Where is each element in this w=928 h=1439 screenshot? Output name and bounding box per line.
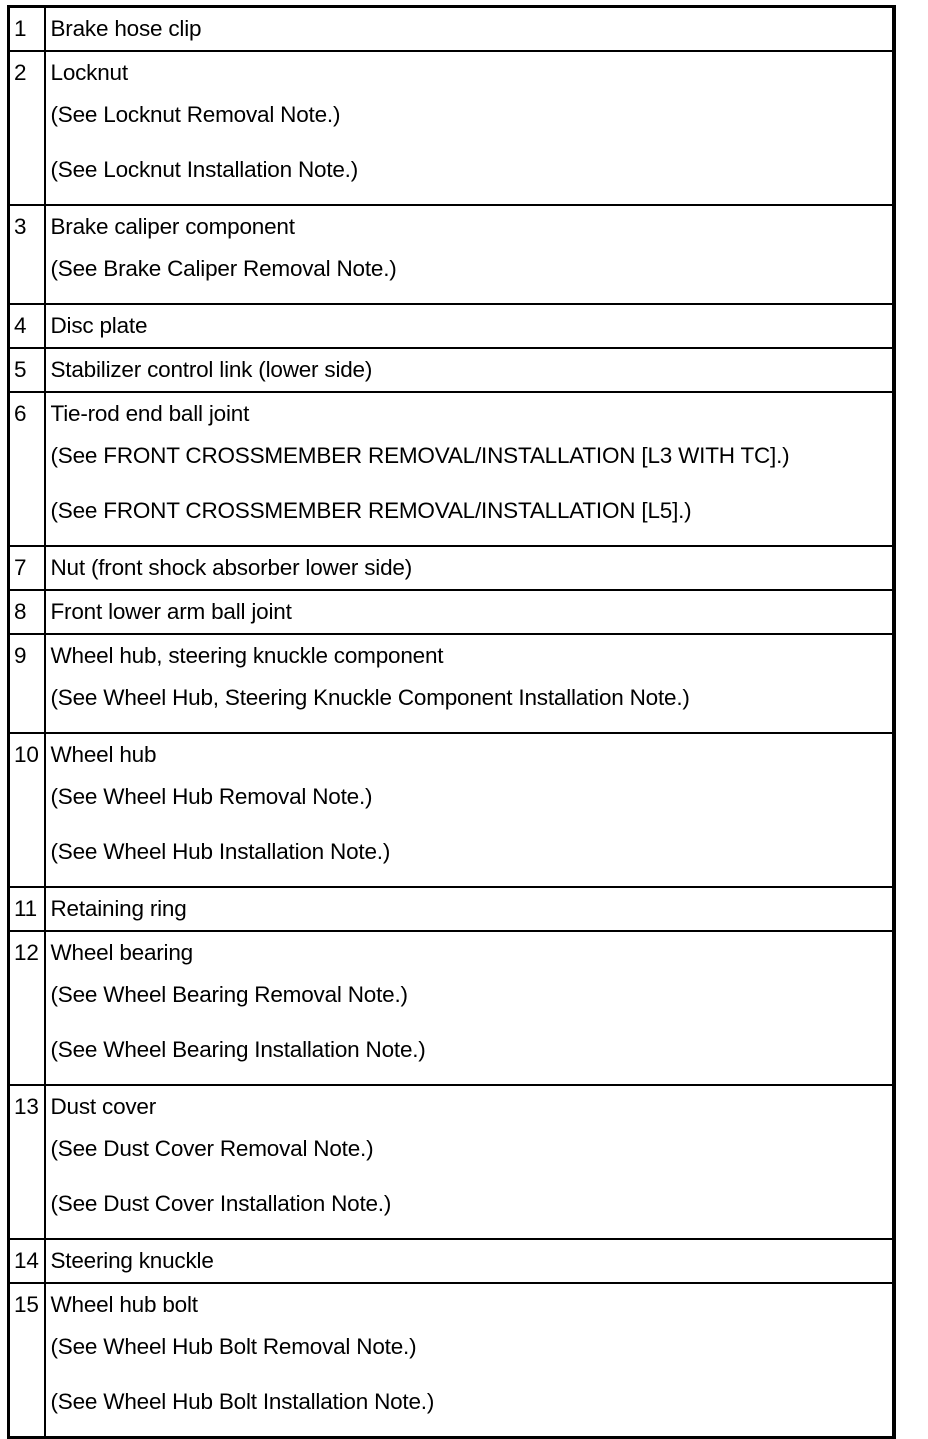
table-row	[9, 931, 895, 1085]
component-description-cell	[45, 931, 895, 1085]
component-description-cell	[45, 1085, 895, 1239]
component-name: Wheel hub, steering knuckle component	[50, 643, 444, 668]
component-number-cell	[9, 590, 45, 634]
component-number: 14	[14, 1248, 39, 1273]
component-description-cell	[45, 887, 895, 931]
component-note: (See Brake Caliper Removal Note.)	[50, 256, 397, 281]
component-number: 7	[14, 555, 27, 580]
component-note: (See FRONT CROSSMEMBER REMOVAL/INSTALLATION [L3 WITH TC].)	[50, 443, 790, 468]
table-row	[9, 887, 895, 931]
component-number-cell	[9, 634, 45, 733]
component-number: 9	[14, 643, 27, 668]
component-name: Retaining ring	[50, 896, 187, 921]
component-name: Brake hose clip	[50, 16, 202, 41]
component-description-cell	[45, 1239, 895, 1283]
component-number: 12	[14, 940, 39, 965]
component-number-cell	[9, 546, 45, 590]
component-number: 10	[14, 742, 39, 767]
component-description-cell	[45, 733, 895, 887]
component-number-cell	[9, 392, 45, 546]
component-note: (See Locknut Removal Note.)	[50, 102, 341, 127]
component-name: Disc plate	[50, 313, 148, 338]
table-row	[9, 546, 895, 590]
component-number-cell	[9, 348, 45, 392]
component-description-cell	[45, 7, 895, 52]
component-note: (See Locknut Installation Note.)	[50, 157, 359, 182]
table-row	[9, 348, 895, 392]
component-number-cell	[9, 304, 45, 348]
component-note: (See Wheel Hub Bolt Installation Note.)	[50, 1389, 435, 1414]
component-description-cell	[45, 634, 895, 733]
component-number: 4	[14, 313, 27, 338]
component-name: Dust cover	[50, 1094, 157, 1119]
component-number-cell	[9, 205, 45, 304]
component-note: (See Wheel Hub Bolt Removal Note.)	[50, 1334, 417, 1359]
component-name: Wheel hub bolt	[50, 1292, 198, 1317]
component-note: (See Dust Cover Removal Note.)	[50, 1136, 374, 1161]
component-number-cell	[9, 887, 45, 931]
component-number: 1	[14, 16, 27, 41]
component-note: (See Wheel Hub, Steering Knuckle Component Installation Note.)	[50, 685, 690, 710]
table-row	[9, 205, 895, 304]
component-number: 5	[14, 357, 27, 382]
component-name: Brake caliper component	[50, 214, 295, 239]
table-row	[9, 1239, 895, 1283]
component-description-cell	[45, 51, 895, 205]
component-number-cell	[9, 51, 45, 205]
component-note: (See Wheel Bearing Installation Note.)	[50, 1037, 426, 1062]
component-description-cell	[45, 546, 895, 590]
component-name: Stabilizer control link (lower side)	[50, 357, 373, 382]
component-number: 3	[14, 214, 27, 239]
component-number: 13	[14, 1094, 39, 1119]
component-description-cell	[45, 205, 895, 304]
component-description-cell	[45, 348, 895, 392]
component-note: (See Wheel Bearing Removal Note.)	[50, 982, 408, 1007]
table-row	[9, 1283, 895, 1438]
table-row	[9, 392, 895, 546]
component-description-cell	[45, 304, 895, 348]
component-note: (See Wheel Hub Removal Note.)	[50, 784, 373, 809]
component-name: Locknut	[50, 60, 128, 85]
component-note: (See Dust Cover Installation Note.)	[50, 1191, 392, 1216]
component-note: (See FRONT CROSSMEMBER REMOVAL/INSTALLATION [L5].)	[50, 498, 692, 523]
component-number-cell	[9, 1239, 45, 1283]
table-row	[9, 7, 895, 52]
table-row	[9, 51, 895, 205]
components-table-body	[9, 7, 895, 1438]
component-name: Wheel bearing	[50, 940, 193, 965]
component-note: (See Wheel Hub Installation Note.)	[50, 839, 391, 864]
component-name: Tie-rod end ball joint	[50, 401, 250, 426]
component-number: 6	[14, 401, 27, 426]
component-number: 11	[14, 896, 37, 921]
table-row	[9, 733, 895, 887]
table-row	[9, 634, 895, 733]
component-number: 8	[14, 599, 27, 624]
component-description-cell	[45, 1283, 895, 1438]
component-description-cell	[45, 392, 895, 546]
component-name: Nut (front shock absorber lower side)	[50, 555, 412, 580]
table-row	[9, 590, 895, 634]
component-number: 15	[14, 1292, 39, 1317]
component-description-cell	[45, 590, 895, 634]
component-number-cell	[9, 1085, 45, 1239]
component-name: Steering knuckle	[50, 1248, 214, 1273]
component-name: Wheel hub	[50, 742, 157, 767]
components-table	[7, 5, 896, 1439]
component-number-cell	[9, 7, 45, 52]
component-number-cell	[9, 1283, 45, 1438]
table-row	[9, 304, 895, 348]
component-number-cell	[9, 733, 45, 887]
component-number: 2	[14, 60, 27, 85]
component-name: Front lower arm ball joint	[50, 599, 292, 624]
component-number-cell	[9, 931, 45, 1085]
table-row	[9, 1085, 895, 1239]
